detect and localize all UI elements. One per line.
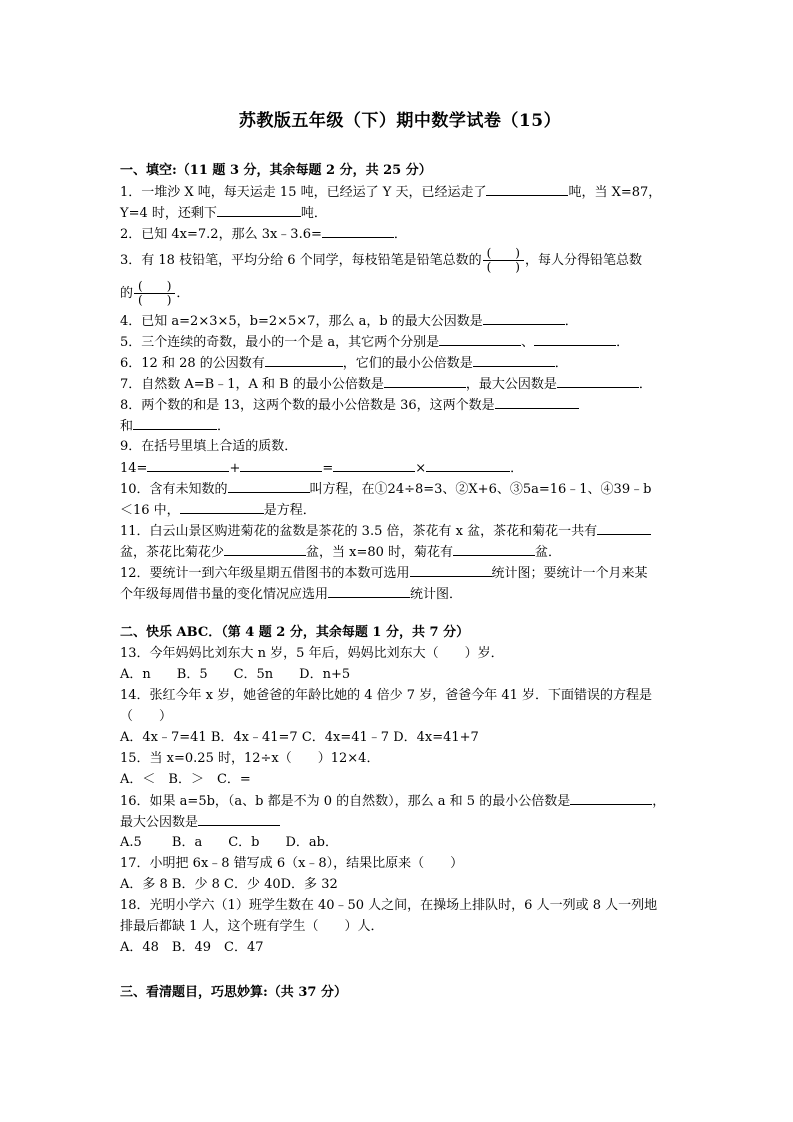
q3-text: 3．有 18 枝铅笔，平均分给 6 个同学，每枝铅笔是铅笔总数的	[120, 253, 482, 268]
q16-text: 16．如果 a=5b，（a、b 都是不为 0 的自然数），那么 a 和 5 的最小公倍数是	[120, 794, 571, 809]
q11-text-4: 盆．	[535, 545, 562, 560]
question-10-cont	[120, 499, 680, 520]
answer-blank[interactable]	[473, 352, 555, 367]
q4-text-2: ．	[564, 314, 578, 329]
question-11-cont	[120, 541, 680, 562]
q7-text-3: ．	[638, 377, 652, 392]
q3-text-4: ．	[176, 286, 190, 301]
fraction-numerator: ( )	[134, 280, 175, 294]
q1-text-2: 吨，当 X=87，	[568, 185, 662, 200]
q5-text: 5．三个连续的奇数，最小的一个是 a，其它两个分别是	[120, 335, 440, 350]
question-10	[120, 478, 680, 499]
fraction-blank[interactable]	[134, 280, 175, 307]
answer-blank[interactable]	[570, 790, 652, 805]
q10-text-2: 叫方程，在①24÷8=3、②X+6、③5a=16﹣1、④39﹣b	[309, 482, 652, 497]
q8-text: 8．两个数的和是 13，这两个数的最小公倍数是 36，这两个数是	[120, 398, 495, 413]
question-17-options[interactable]: A．多 8 B．少 8 C．少 40D．多 32	[120, 877, 338, 892]
question-15-options[interactable]: A．＜ B．＞ C．=	[120, 772, 251, 787]
question-1	[120, 181, 680, 202]
q9-text-5: ．	[510, 461, 524, 476]
fraction-blank[interactable]	[483, 247, 524, 274]
q2-text-2: ．	[393, 227, 407, 242]
q6-text-3: ．	[554, 356, 568, 371]
answer-blank[interactable]	[265, 352, 343, 367]
q11-text-3: 盆，当 x=80 时，菊花有	[306, 545, 454, 560]
q11-text-2: 盆，茶花比菊花少	[120, 545, 225, 560]
q9-text: 14=	[120, 461, 148, 476]
question-16-options[interactable]: A.5 B．a C．b D．ab．	[120, 835, 338, 850]
q5-text-2: 、	[521, 335, 535, 350]
q10-text: 10．含有未知数的	[120, 482, 228, 497]
question-13-options[interactable]: A．n B．5 C．5n D．n+5	[120, 667, 351, 682]
q7-text-2: ，最大公因数是	[465, 377, 557, 392]
q1-text-4: 吨．	[300, 206, 327, 221]
answer-blank[interactable]	[198, 811, 280, 826]
fraction-denominator: ( )	[138, 293, 172, 307]
fraction-denominator: ( )	[486, 260, 520, 274]
question-2	[120, 223, 680, 244]
section-2-heading: 二、快乐 ABC．（第 4 题 2 分，其余每题 1 分，共 7 分）	[120, 625, 470, 640]
answer-blank[interactable]	[534, 331, 616, 346]
q10-text-4: 是方程．	[263, 503, 316, 518]
q12-text-2: 统计图；要统计一个月来某	[491, 566, 648, 581]
section-3-heading: 三、看清题目，巧思妙算:（共 37 分）	[120, 985, 347, 1000]
q2-text: 2．已知 4x=7.2，那么 3x﹣3.6=	[120, 227, 322, 242]
question-18-cont: 排最后都缺 1 人，这个班有学生（ ）人．	[120, 919, 384, 934]
q9-text-2: +	[229, 461, 241, 476]
q16-text-2: ，	[652, 794, 666, 809]
q10-text-3: ＜16 中，	[120, 503, 180, 518]
answer-blank[interactable]	[133, 415, 217, 430]
answer-blank[interactable]	[180, 499, 264, 514]
answer-blank[interactable]	[228, 478, 310, 493]
q16-text-3: 最大公因数是	[120, 815, 199, 830]
answer-blank[interactable]	[217, 202, 301, 217]
q3-text-2: ，每人分得铅笔总数	[525, 253, 643, 268]
question-3-cont	[120, 277, 680, 310]
q11-text: 11．白云山景区购进菊花的盆数是茶花的 3.5 倍，茶花有 x 盆，茶花和菊花一共有	[120, 524, 598, 539]
question-8	[120, 394, 680, 415]
question-14-cont: （ ）	[120, 709, 173, 724]
section-gap	[120, 604, 680, 622]
question-4	[120, 310, 680, 331]
question-12	[120, 562, 680, 583]
question-14: 14．张红今年 x 岁，她爸爸的年龄比她的 4 倍少 7 岁，爸爸今年 41 岁．下面错误的方程是	[120, 688, 653, 703]
question-17: 17．小明把 6x﹣8 错写成 6（x﹣8），结果比原来（ ）	[120, 856, 464, 871]
answer-blank[interactable]	[483, 310, 565, 325]
answer-blank[interactable]	[147, 457, 229, 472]
question-14-options[interactable]: A．4x﹣7=41 B．4x﹣41=7 C．4x=41﹣7 D．4x=41+7	[120, 730, 479, 745]
q5-text-3: ．	[616, 335, 630, 350]
q12-text-4: 统计图．	[410, 587, 463, 602]
question-1-cont	[120, 202, 680, 223]
section-gap	[120, 958, 680, 982]
answer-blank[interactable]	[453, 541, 535, 556]
q8-text-2: 和	[120, 419, 134, 434]
question-16	[120, 790, 680, 811]
q3-text-3: 的	[120, 286, 134, 301]
answer-blank[interactable]	[439, 331, 521, 346]
q7-text: 7．自然数 A=B﹣1，A 和 B 的最小公倍数是	[120, 377, 384, 392]
answer-blank[interactable]	[240, 457, 322, 472]
answer-blank[interactable]	[333, 457, 415, 472]
q6-text-2: ，它们的最小公倍数是	[342, 356, 473, 371]
exam-title: 苏教版五年级（下）期中数学试卷（15）	[238, 111, 562, 131]
question-15: 15．当 x=0.25 时，12÷x（ ）12×4．	[120, 751, 380, 766]
answer-blank[interactable]	[495, 394, 579, 409]
question-16-cont	[120, 811, 680, 832]
answer-blank[interactable]	[486, 181, 568, 196]
section-1-heading: 一、填空:（11 题 3 分，其余每题 2 分，共 25 分）	[120, 163, 432, 178]
question-9: 9．在括号里填上合适的质数．	[120, 439, 298, 454]
answer-blank[interactable]	[322, 223, 394, 238]
answer-blank[interactable]	[410, 562, 492, 577]
answer-blank[interactable]	[224, 541, 306, 556]
answer-blank[interactable]	[384, 373, 466, 388]
q8-text-3: ．	[217, 419, 231, 434]
question-5	[120, 331, 680, 352]
q6-text: 6．12 和 28 的公因数有	[120, 356, 265, 371]
question-7	[120, 373, 680, 394]
answer-blank[interactable]	[328, 583, 410, 598]
answer-blank[interactable]	[557, 373, 639, 388]
q1-text: 1．一堆沙 X 吨，每天运走 15 吨，已经运了 Y 天，已经运走了	[120, 185, 487, 200]
q1-text-3: Y=4 时，还剩下	[120, 206, 217, 221]
q12-text: 12．要统计一到六年级星期五借图书的本数可选用	[120, 566, 410, 581]
fraction-numerator: ( )	[483, 247, 524, 261]
question-3	[120, 244, 680, 277]
question-9-cont	[120, 457, 680, 478]
question-18-options[interactable]: A．48 B．49 C．47	[120, 940, 264, 955]
q4-text: 4．已知 a=2×3×5，b=2×5×7，那么 a，b 的最大公因数是	[120, 314, 483, 329]
answer-blank[interactable]	[426, 457, 510, 472]
q12-text-3: 个年级每周借书量的变化情况应选用	[120, 587, 329, 602]
question-6	[120, 352, 680, 373]
question-13: 13．今年妈妈比刘东大 n 岁，5 年后，妈妈比刘东大（ ）岁．	[120, 646, 504, 661]
question-18: 18．光明小学六（1）班学生数在 40﹣50 人之间，在操场上排队时，6 人一列或 8 人一列地	[120, 898, 658, 913]
exam-content	[120, 160, 680, 1003]
question-12-cont	[120, 583, 680, 604]
answer-blank[interactable]	[597, 520, 651, 535]
question-8-cont	[120, 415, 680, 436]
q9-text-4: ×	[415, 461, 427, 476]
q9-text-3: =	[322, 461, 334, 476]
question-11	[120, 520, 680, 541]
